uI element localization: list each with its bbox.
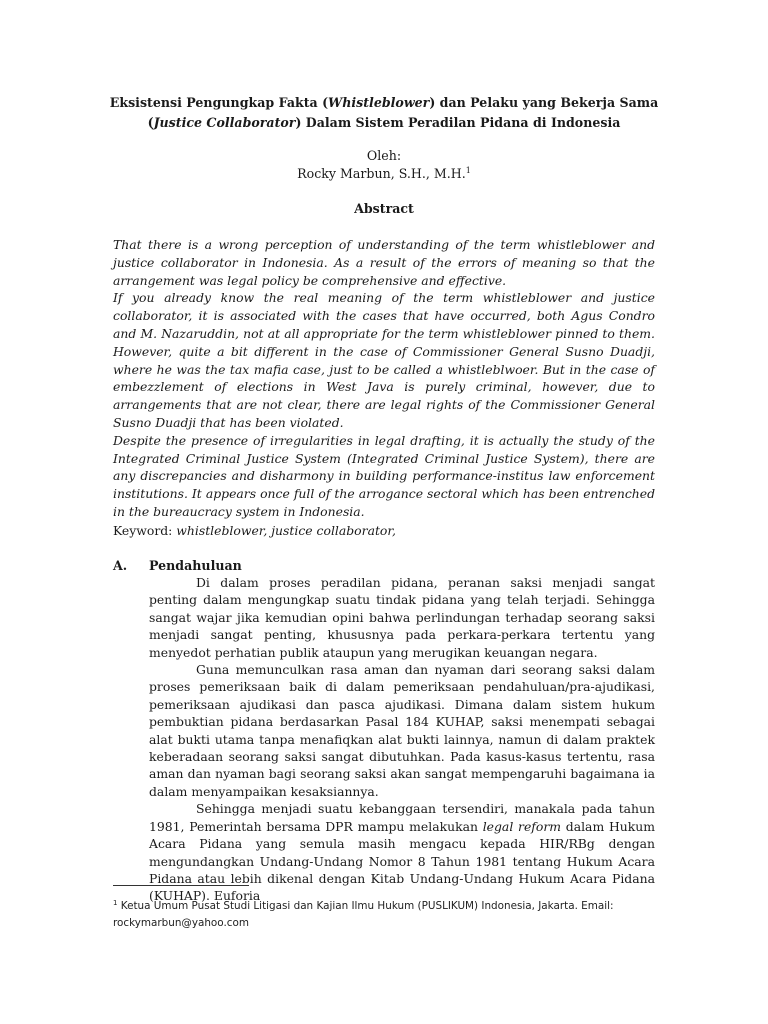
title-text: Eksistensi Pengungkap Fakta ( — [109, 95, 329, 110]
title-line-2 — [100, 113, 668, 133]
footnote-reference: 1 — [465, 166, 471, 175]
footnote-text: Ketua Umum Pusat Studi Litigasi dan Kajian Ilmu Hukum (PUSLIKUM) Indonesia, Jakarta. Email: rockymarbun@yahoo.com — [113, 900, 614, 929]
footnote-mark: 1 — [113, 899, 118, 907]
keywords — [113, 522, 655, 540]
abstract-paragraph: That there is a wrong perception of understanding of the term whistleblower and justice collaborator in Indonesia. As a result of the errors of meaning so that the arrangement was legal policy be comprehensive and effective. — [113, 237, 655, 288]
body-text: Sehingga menjadi suatu kebanggaan tersendiri, manakala pada tahun 1981, Pemerintah bersama DPR mampu melakukan — [149, 801, 655, 834]
body-paragraph: Di dalam proses peradilan pidana, peranan saksi menjadi sangat penting dalam mengungkap suatu tindak pidana yang telah terjadi. Sehingga sangat wajar jika kemudian opini bahwa perlindungan terhadap seorang saksi menjadi sangat penting, khususnya pada perkara-perkara tertentu yang menyedot perhatian publik ataupun yang merugikan keuangan negara. — [149, 575, 655, 660]
body-paragraph: Guna memunculkan rasa aman dan nyaman dari seorang saksi dalam proses pemeriksaan baik di dalam pemeriksaan pendahuluan/pra-ajudikasi, pemeriksaan ajudikasi dan pasca ajudikasi. Dimana dalam sistem hukum pembuktian pidana berdasarkan Pasal 184 KUHAP, saksi menempati sebagai alat bukti utama tanpa menafiqkan alat bukti lainnya, namun di dalam praktek keberadaan seorang saksi sangat dibutuhkan. Pada kasus-kasus tertentu, rasa aman dan nyaman bagi seorang saksi akan sangat mempengaruhi bagaimana ia dalam menyampaikan kesaksiannya. — [149, 662, 655, 799]
title-italic-term: Whistleblower — [328, 95, 430, 110]
keyword-terms: whistleblower, justice collaborator, — [176, 523, 396, 538]
abstract-paragraph: Despite the presence of irregularities in legal drafting, it is actually the study of the Integrated Criminal Justice System (Integrated Criminal Justice System), there are any discrepancies and disharmony in building performance-institus law enforcement institutions. It appears once full of the arrogance sectoral which has been entrenched in the bureaucracy system in Indonesia. — [113, 432, 655, 519]
title-text: ) dan Pelaku yang Bekerja Sama — [429, 95, 659, 110]
title-line-1 — [100, 93, 668, 113]
section-heading — [113, 557, 242, 575]
byline — [100, 147, 668, 183]
body-paragraph — [149, 800, 655, 904]
abstract-heading: Abstract — [354, 201, 414, 216]
abstract-paragraph: If you already know the real meaning of the term whistleblower and justice collaborator, it is associated with the cases that have occurred, both Agus Condro and M. Nazaruddin, not at all appropriate for the term whistleblower pinned to them. However, quite a bit different in the case of Commissioner General Susno Duadji, where he was the tax mafia case, just to be called a whistleblwoer. But in the case of embezzlement of elections in West Java is purely criminal, however, due to arrangements that are not clear, there are legal rights of the Commissioner General Susno Duadji that has been violated. — [113, 290, 655, 430]
oleh-label: Oleh: — [366, 148, 402, 163]
title-text: ) Dalam Sistem Peradilan Pidana di Indonesia — [295, 115, 621, 130]
author-name: Rocky Marbun, S.H., M.H. — [297, 166, 466, 181]
keyword-label: Keyword: — [113, 523, 177, 538]
body-text: dalam Hukum Acara Pidana yang semula masih mengacu kepada HIR/RBg dengan mengundangkan Undang-Undang Nomor 8 Tahun 1981 tentang Hukum Acara Pidana atau lebih dikenal dengan Kitab Undang-Undang Hukum Acara Pidana (KUHAP). Euforia — [149, 818, 655, 904]
footnote — [113, 898, 658, 932]
footnote-separator — [113, 885, 249, 886]
title-italic-term: Justice Collaborator — [153, 115, 296, 130]
paper-title — [100, 93, 668, 133]
section-title: Pendahuluan — [149, 558, 242, 573]
abstract-body — [113, 236, 655, 521]
author-line — [100, 165, 668, 183]
body-italic-term: legal reform — [482, 818, 562, 834]
section-number: A. — [113, 558, 128, 573]
title-text: ( — [147, 115, 154, 130]
section-body — [149, 574, 655, 905]
